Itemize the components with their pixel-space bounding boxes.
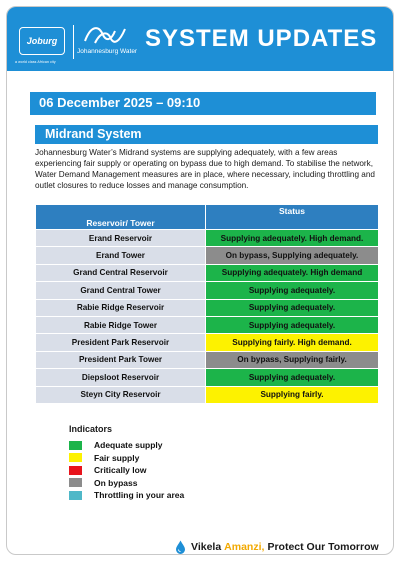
system-name-bar xyxy=(35,125,378,144)
slogan-part-3: Protect Our Tomorrow xyxy=(267,541,379,553)
system-name: Midrand System xyxy=(45,127,142,141)
legend-label: On bypass xyxy=(94,477,138,488)
status-cell: Supplying adequately. xyxy=(206,299,379,316)
intro-paragraph: Johannesburg Water’s Midrand systems are supplying adequately, with a few areas experiencing fair supply or operating on bypass due to high demand. To stabilise the network, Water Demand Management measures are in place, where necessary, including throttling and outlet closures to reduce losses and manage consumption. xyxy=(35,148,375,190)
legend-label: Critically low xyxy=(94,465,147,476)
table-row xyxy=(36,369,379,386)
reservoir-name: President Park Reservoir xyxy=(36,334,206,351)
legend-swatch-critical xyxy=(69,466,82,475)
status-cell: Supplying fairly. High demand. xyxy=(206,334,379,351)
table-row xyxy=(36,247,379,264)
reservoir-name: President Park Tower xyxy=(36,351,206,368)
status-cell: Supplying adequately. High demand xyxy=(206,264,379,281)
reservoir-name: Grand Central Reservoir xyxy=(36,264,206,281)
reservoir-name: Grand Central Tower xyxy=(36,282,206,299)
legend-label: Throttling in your area xyxy=(94,490,185,501)
table-row xyxy=(36,334,379,351)
table-row xyxy=(36,316,379,333)
status-cell: On bypass, Supplying fairly. xyxy=(206,351,379,368)
status-cell: Supplying adequately. High demand. xyxy=(206,230,379,247)
header-status: Status xyxy=(206,205,379,230)
legend-swatch-bypass xyxy=(69,478,82,487)
legend-swatch-throttling xyxy=(69,491,82,500)
reservoir-name: Erand Tower xyxy=(36,247,206,264)
status-cell: On bypass, Supplying adequately. xyxy=(206,247,379,264)
table-body xyxy=(36,230,379,404)
status-cell: Supplying adequately. xyxy=(206,282,379,299)
legend-label: Fair supply xyxy=(94,452,140,463)
legend-item xyxy=(69,489,184,502)
legend-item xyxy=(69,477,184,490)
legend-item xyxy=(69,452,184,465)
table-header-row xyxy=(36,205,379,230)
header-reservoir: Reservoir/ Tower xyxy=(36,205,206,230)
reservoir-name: Erand Reservoir xyxy=(36,230,206,247)
status-cell: Supplying fairly. xyxy=(206,386,379,403)
table-row xyxy=(36,299,379,316)
reservoir-name: Rabie Ridge Tower xyxy=(36,316,206,333)
header-banner xyxy=(7,7,393,71)
joburg-logo-tagline: a world class African city xyxy=(15,60,56,64)
date-time-bar xyxy=(30,92,376,115)
water-wave-logo-icon xyxy=(81,21,131,47)
indicators-title: Indicators xyxy=(69,424,113,434)
table-row xyxy=(36,351,379,368)
logo-divider xyxy=(73,25,74,59)
reservoir-name: Steyn City Reservoir xyxy=(36,386,206,403)
page-title: SYSTEM UPDATES xyxy=(145,25,378,52)
table-row xyxy=(36,282,379,299)
status-cell: Supplying adequately. xyxy=(206,369,379,386)
reservoir-name: Rabie Ridge Reservoir xyxy=(36,299,206,316)
legend-swatch-adequate xyxy=(69,441,82,450)
indicators-legend xyxy=(69,439,184,502)
table-row xyxy=(36,264,379,281)
legend-swatch-fair xyxy=(69,453,82,462)
water-drop-icon xyxy=(175,540,186,554)
poster xyxy=(6,6,394,555)
slogan-part-1: Vikela xyxy=(191,541,222,553)
status-cell: Supplying adequately. xyxy=(206,316,379,333)
table-row xyxy=(36,386,379,403)
joburg-logo xyxy=(19,27,65,55)
joburg-logo-text: Joburg xyxy=(26,36,58,46)
legend-item xyxy=(69,439,184,452)
footer-slogan xyxy=(175,540,379,554)
status-table xyxy=(35,204,379,404)
legend-label: Adequate supply xyxy=(94,440,163,451)
johannesburg-water-logo-text: Johannesburg Water xyxy=(77,48,138,55)
reservoir-name: Diepsloot Reservoir xyxy=(36,369,206,386)
date-time: 06 December 2025 – 09:10 xyxy=(39,95,201,110)
slogan-accent: Amanzi, xyxy=(224,541,265,553)
legend-item xyxy=(69,464,184,477)
table-row xyxy=(36,230,379,247)
